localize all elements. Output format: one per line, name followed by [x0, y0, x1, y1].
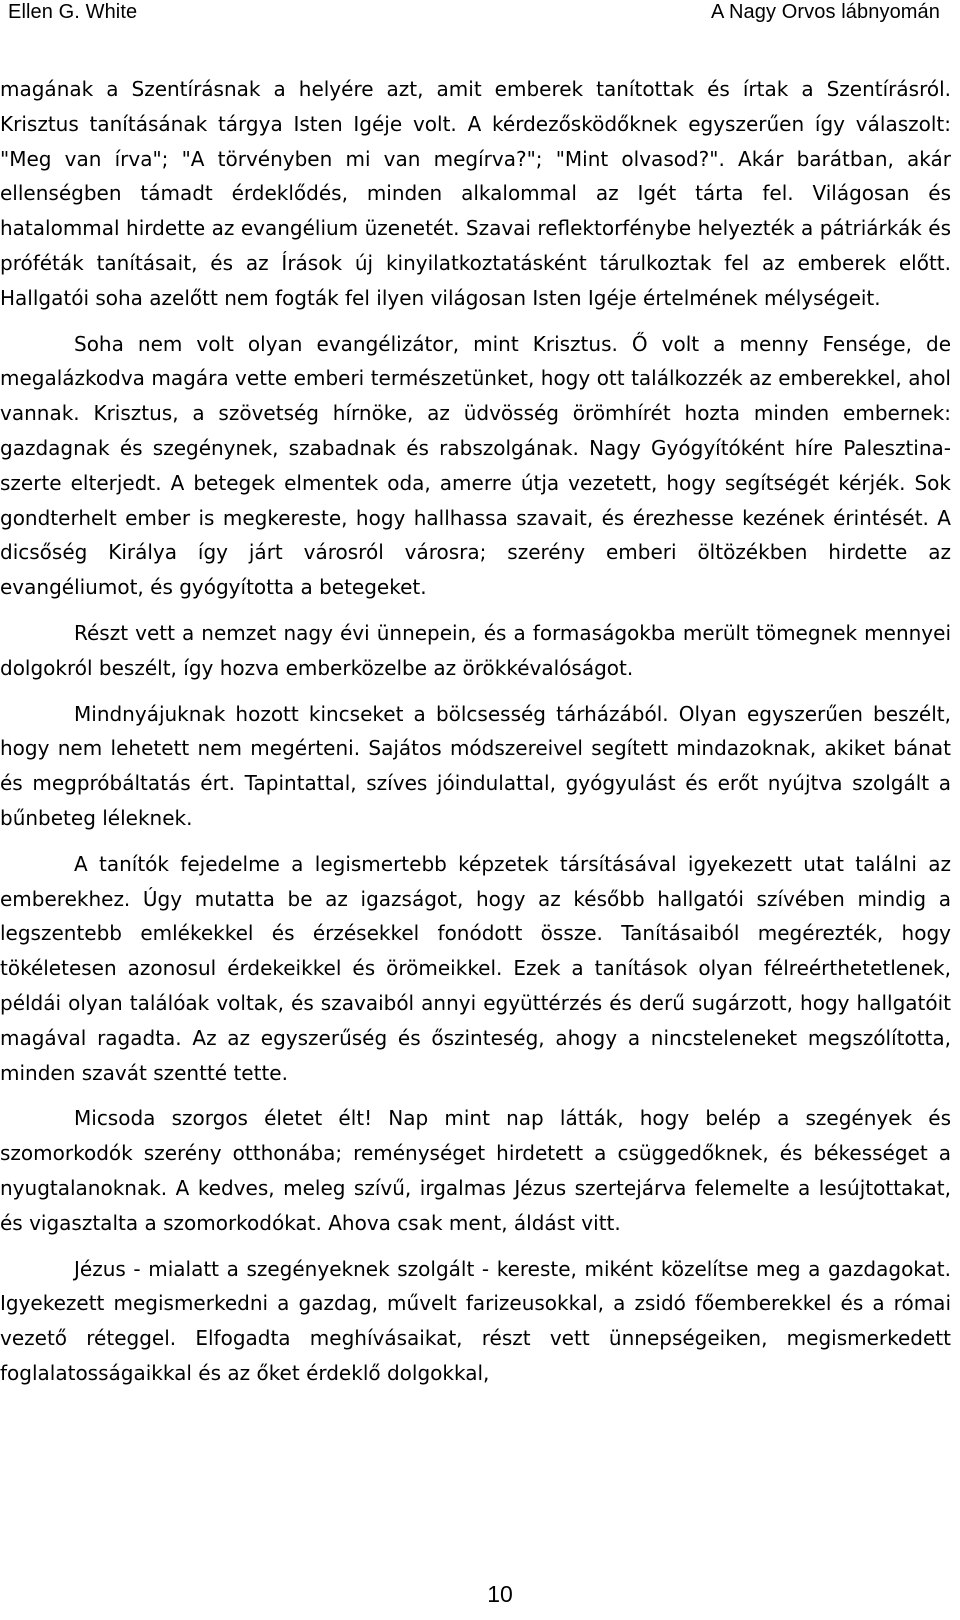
paragraph-6: Micsoda szorgos életet élt! Nap mint nap látták, hogy belép a szegények és szomorkodók szerény otthonába; reménységet hirdetett a csüggedőknek, és békességet a nyugtalanoknak. A kedves, meleg szívű, irgalmas Jézus szertejárva felemelte a lesújtottakat, és vigasztalta a szomorkodókat. Ahova csak ment, áldást vitt.	[0, 1106, 951, 1235]
page-body	[0, 72, 951, 1391]
page-header	[0, 0, 960, 28]
header-author: Ellen G. White	[8, 1, 138, 23]
header-book-title: A Nagy Orvos lábnyomán	[711, 1, 940, 23]
paragraph-2: Soha nem volt olyan evangélizátor, mint Krisztus. Ő volt a menny Fensége, de megalázkodva magára vette emberi természetünket, hogy ott találkozzék az emberekkel, ahol vannak. Krisztus, a szövetség hírnöke, az üdvösség örömhírét hozta minden embernek: gazdagnak és szegénynek, szabadnak és rabszolgának. Nagy Gyógyítóként híre Palesztina- szerte elterjedt. A betegek elmentek oda, amerre útja vezetett, hogy segítségét kérjék. Sok gondterhelt ember is megkereste, hogy hallhassa szavait, és érezhesse kezének érintését. A dicsőség Királya így járt városról városra; szerény emberi öltözékben hirdette az evangéliumot, és gyógyította a betegeket.	[0, 331, 951, 600]
paragraph-7: Jézus - mialatt a szegényeknek szolgált - kereste, miként közelítse meg a gazdagokat. Igyekezett megismerkedni a gazdag, művelt farizeusokkal, a zsidó főemberekkel és a római vezető réteggel. Elfogadta meghívásaikat, részt vett ünnepségeiken, megismerkedett foglalatosságaikkal és az őket érdeklő dolgokkal,	[0, 1256, 951, 1385]
paragraph-3: Részt vett a nemzet nagy évi ünnepein, és a formaságokba merült tömegnek mennyei dolgokról beszélt, így hozva emberközelbe az örökkévalóságot.	[0, 620, 951, 680]
paragraph-5: A tanítók fejedelme a legismertebb képzetek társításával igyekezett utat találni az emberekhez. Úgy mutatta be az igazságot, hogy az később hallgatói szívében mindig a legszentebb emlékekkel és érzésekkel fonódott össze. Tanításaiból megérezték, hogy tökéletesen azonosul érdekeikkel és örömeikkel. Ezek a tanítások olyan félreérthetetlenek, példái olyan találóak voltak, és szavaiból annyi együttérzés és derű sugárzott, hogy hallgatóit magával ragadta. Az az egyszerűség és őszinteség, ahogy a nincsteleneket megszólította, minden szavát szentté tette.	[0, 851, 951, 1085]
page-number: 10	[487, 1581, 513, 1607]
paragraph-1: magának a Szentírásnak a helyére azt, amit emberek tanítottak és írtak a Szentírásról. Krisztus tanításának tárgya Isten Igéje volt. A kérdezősködőknek egyszerűen így válaszolt: "Meg van írva"; "A törvényben mi van megírva?"; "Mint olvasod?". Akár barátban, akár ellenségben támadt érdeklődés, minden alkalommal az Igét tárta fel. Világosan és hatalommal hirdette az evangélium üzenetét. Szavai reflektorfénybe helyezték a pátriárkák és próféták tanításait, és az Írások új kinyilatkoztatásként tárulkoztak fel az emberek előtt. Hallgatói soha azelőtt nem fogták fel ilyen világosan Isten Igéje értelmének mélységeit.	[0, 77, 951, 310]
paragraph-4: Mindnyájuknak hozott kincseket a bölcsesség tárházából. Olyan egyszerűen beszélt, hogy nem lehetett nem megérteni. Sajátos módszereivel segített mindazoknak, akiket bánat és megpróbáltatás ért. Tapintattal, szíves jóindulattal, gyógyulást és erőt nyújtva szolgált a bűnbeteg léleknek.	[0, 701, 951, 830]
